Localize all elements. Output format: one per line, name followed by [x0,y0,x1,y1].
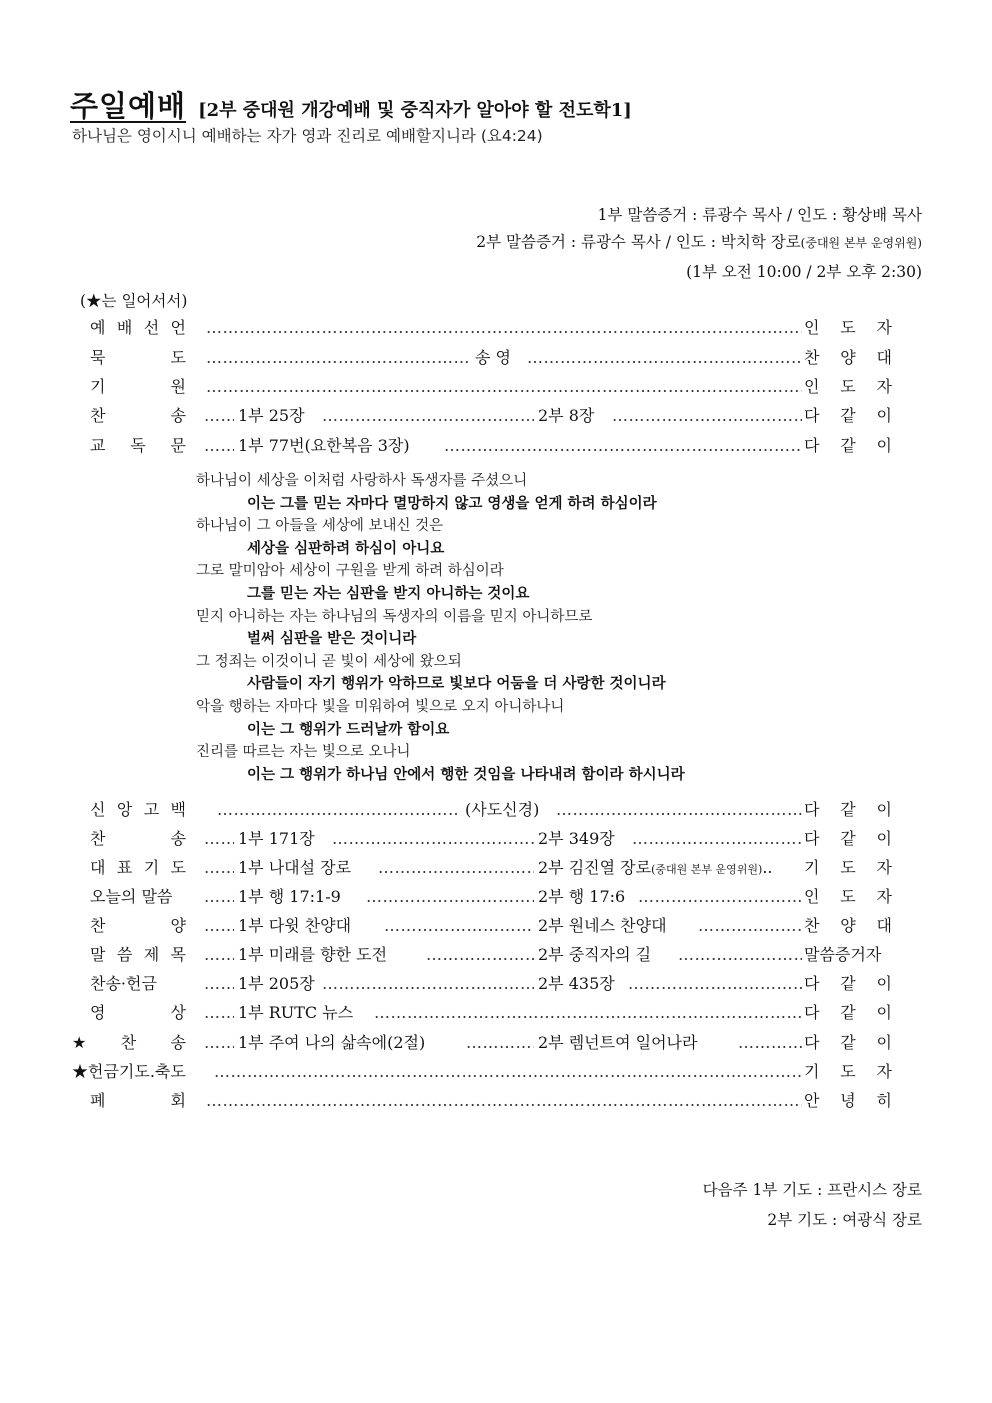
leader-dots [444,432,802,460]
leader-dots [217,796,459,824]
order-label: 폐 회 [90,1091,186,1110]
page-title: 주일예배 [70,89,187,123]
leader-dots [204,432,234,460]
reading-response-line: 세상을 심판하려 하심이 아니요 [247,540,445,557]
order-part1: 1부 주여 나의 삶속에(2절) [238,1033,426,1052]
reading-leader-line: 진리를 따르는 자는 빛으로 오나니 [196,744,411,761]
leader-dots [378,854,534,882]
leader-dots [204,912,234,940]
title-line [70,84,632,124]
page-subtitle: [2부 중대원 개강예배 및 중직자가 알아야 할 전도학1] [198,100,632,121]
order-label: 교 독 문 [90,436,186,455]
order-part1: 1부 77번(요한복음 3장) [238,436,410,455]
reading-leader-line: 악을 행하는 자마다 빛을 미워하여 빛으로 오지 아니하나니 [196,699,565,715]
reading-leader-line: 그 정죄는 이것이니 곧 빛이 세상에 왔으되 [196,653,462,670]
order-part1: 1부 25장 [238,406,305,425]
order-part2: 2부 김진열 장로(중대원 본부 운영위원).. [538,858,773,877]
leader-dots [204,941,234,969]
preacher-part2-note: (중대원 본부 운영위원) [800,236,922,250]
order-part2: 2부 렘넌트여 일어나라 [538,1033,698,1052]
leader-dots [322,402,534,430]
order-role: 인 도 자 [804,318,892,337]
leader-dots [204,883,234,911]
leader-dots [738,1029,802,1057]
theme-verse: 하나님은 영이시니 예배하는 자가 영과 진리로 예배할지니라 (요4:24) [72,127,543,145]
order-row-standing-hymn [72,1029,922,1057]
leader-dots [628,970,802,998]
order-part2: 2부 원네스 찬양대 [538,916,667,935]
order-role: 다 같 이 [804,829,892,848]
leader-dots [204,999,234,1027]
leader-dots [204,402,234,430]
reading-response-line: 이는 그 행위가 하나님 안에서 행한 것임을 나타내려 함이라 하시니라 [247,766,685,783]
order-role: 인 도 자 [804,377,892,396]
order-part2: 2부 중직자의 길 [538,945,652,964]
order-row-video [72,999,922,1027]
order-row-creed [72,796,922,824]
leader-dots [206,344,470,372]
order-role: 찬 양 대 [804,916,892,935]
next-week-prayer-part2: 2부 기도 : 여광식 장로 [767,1211,922,1229]
order-role: 다 같 이 [804,436,892,455]
leader-dots [426,941,534,969]
leader-dots [698,912,802,940]
order-role: 다 같 이 [804,406,892,425]
leader-dots [678,941,802,969]
order-part1: 1부 행 17:1-9 [238,887,341,906]
order-role: 다 같 이 [804,1003,892,1022]
reading-response-line: 사람들이 자기 행위가 악하므로 빛보다 어둠을 더 사랑한 것이니라 [247,676,666,693]
order-role: 말씀증거자 [804,945,882,964]
leader-dots [204,970,234,998]
order-part2-note: (중대원 본부 운영위원) [651,863,763,876]
order-row-sermon-title [72,941,922,969]
order-label: 오늘의 말씀 [90,887,173,906]
order-part1: 1부 171장 [238,829,315,848]
leader-dots [366,883,534,911]
reading-response-line: 이는 그 행위가 드러날까 함이요 [247,721,450,738]
reading-leader-line: 그로 말미암아 세상이 구원을 받게 하려 하심이라 [196,563,504,580]
order-part1: 1부 미래를 향한 도전 [238,945,388,964]
order-label: 묵 도 [90,348,186,367]
leader-dots [322,970,534,998]
order-row-invocation [72,373,922,401]
order-part1: 1부 RUTC 뉴스 [238,1003,354,1022]
next-week-prayer-part1: 다음주 1부 기도 : 프란시스 장로 [702,1181,922,1199]
order-row-praise [72,912,922,940]
leader-dots [527,344,802,372]
order-part2: 2부 435장 [538,974,615,993]
leader-dots [612,402,802,430]
leader-dots [204,1029,234,1057]
leader-dots [332,825,534,853]
order-part2: 2부 349장 [538,829,615,848]
reading-response-line: 벌써 심판을 받은 것이니라 [247,631,417,648]
leader-dots [556,796,802,824]
order-row-declaration [72,314,922,342]
leader-dots [638,883,802,911]
reading-leader-line: 믿지 아니하는 자는 하나님의 독생자의 이름을 믿지 아니하므로 [196,608,593,625]
order-label: 신 앙 고 백 [90,800,186,819]
order-part2: 2부 8장 [538,406,595,425]
order-row-silent-prayer [72,344,922,372]
order-label: 찬송·헌금 [90,974,157,993]
reading-leader-line: 하나님이 세상을 이처럼 사랑하사 독생자를 주셨으니 [196,473,528,489]
order-label: 말 씀 제 목 [90,945,186,964]
order-mid: 송 영 [475,348,511,367]
order-mid: (사도신경) [465,800,540,819]
order-role: 다 같 이 [804,974,892,993]
leader-dots [632,825,802,853]
service-times: (1부 오전 10:00 / 2부 오후 2:30) [686,263,922,281]
order-role: 다 같 이 [804,800,892,819]
order-row-todays-word [72,883,922,911]
order-part2-main: 2부 김진열 장로 [538,858,652,877]
order-part1: 1부 나대설 장로 [238,858,352,877]
order-row-offering-prayer-benediction [72,1058,922,1086]
order-role: 찬 양 대 [804,348,892,367]
order-role: 인 도 자 [804,887,892,906]
standing-note: (★는 일어서서) [80,292,188,310]
order-label: 찬 송 [90,406,186,425]
leader-dots [206,373,802,401]
order-label: 대 표 기 도 [90,858,186,877]
order-row-closing [72,1087,922,1115]
leader-dots [204,854,234,882]
order-label: 예 배 선 언 [90,318,186,337]
order-label: ★헌금기도.축도 [72,1062,186,1081]
preacher-part2 [476,230,922,252]
order-label: 찬 송 [90,829,186,848]
order-label: ★ 찬 송 [72,1033,186,1052]
order-role: 기 도 자 [804,858,892,877]
leader-dots [206,314,802,342]
order-label: 영 상 [90,1003,186,1022]
reading-response-line: 그를 믿는 자는 심판을 받지 아니하는 것이요 [247,586,530,602]
preacher-part1: 1부 말씀증거 : 류광수 목사 / 인도 : 황상배 목사 [597,206,922,224]
order-part2: 2부 행 17:6 [538,887,626,906]
preacher-part2-main: 2부 말씀증거 : 류광수 목사 / 인도 : 박치학 장로 [476,233,801,251]
order-role: 기 도 자 [804,1062,892,1081]
leader-dots [204,825,234,853]
leader-dots [374,999,802,1027]
order-row-representative-prayer [72,854,922,882]
order-label: 기 원 [90,377,186,396]
leader-dots [214,1058,802,1086]
reading-response-line: 이는 그를 믿는 자마다 멸망하지 않고 영생을 얻게 하려 하심이라 [247,495,657,512]
leader-dots [384,912,534,940]
order-part1: 1부 다윗 찬양대 [238,916,352,935]
reading-leader-line: 하나님이 그 아들을 세상에 보내신 것은 [196,518,444,535]
order-role: 다 같 이 [804,1033,892,1052]
order-row-hymn-2 [72,825,922,853]
order-row-responsive-reading [72,432,922,460]
order-label: 찬 양 [90,916,186,935]
order-row-hymn [72,402,922,430]
order-row-hymn-offering [72,970,922,998]
order-role: 안 녕 히 [804,1091,892,1110]
order-part1: 1부 205장 [238,974,315,993]
leader-dots [466,1029,534,1057]
leader-dots [206,1087,802,1115]
